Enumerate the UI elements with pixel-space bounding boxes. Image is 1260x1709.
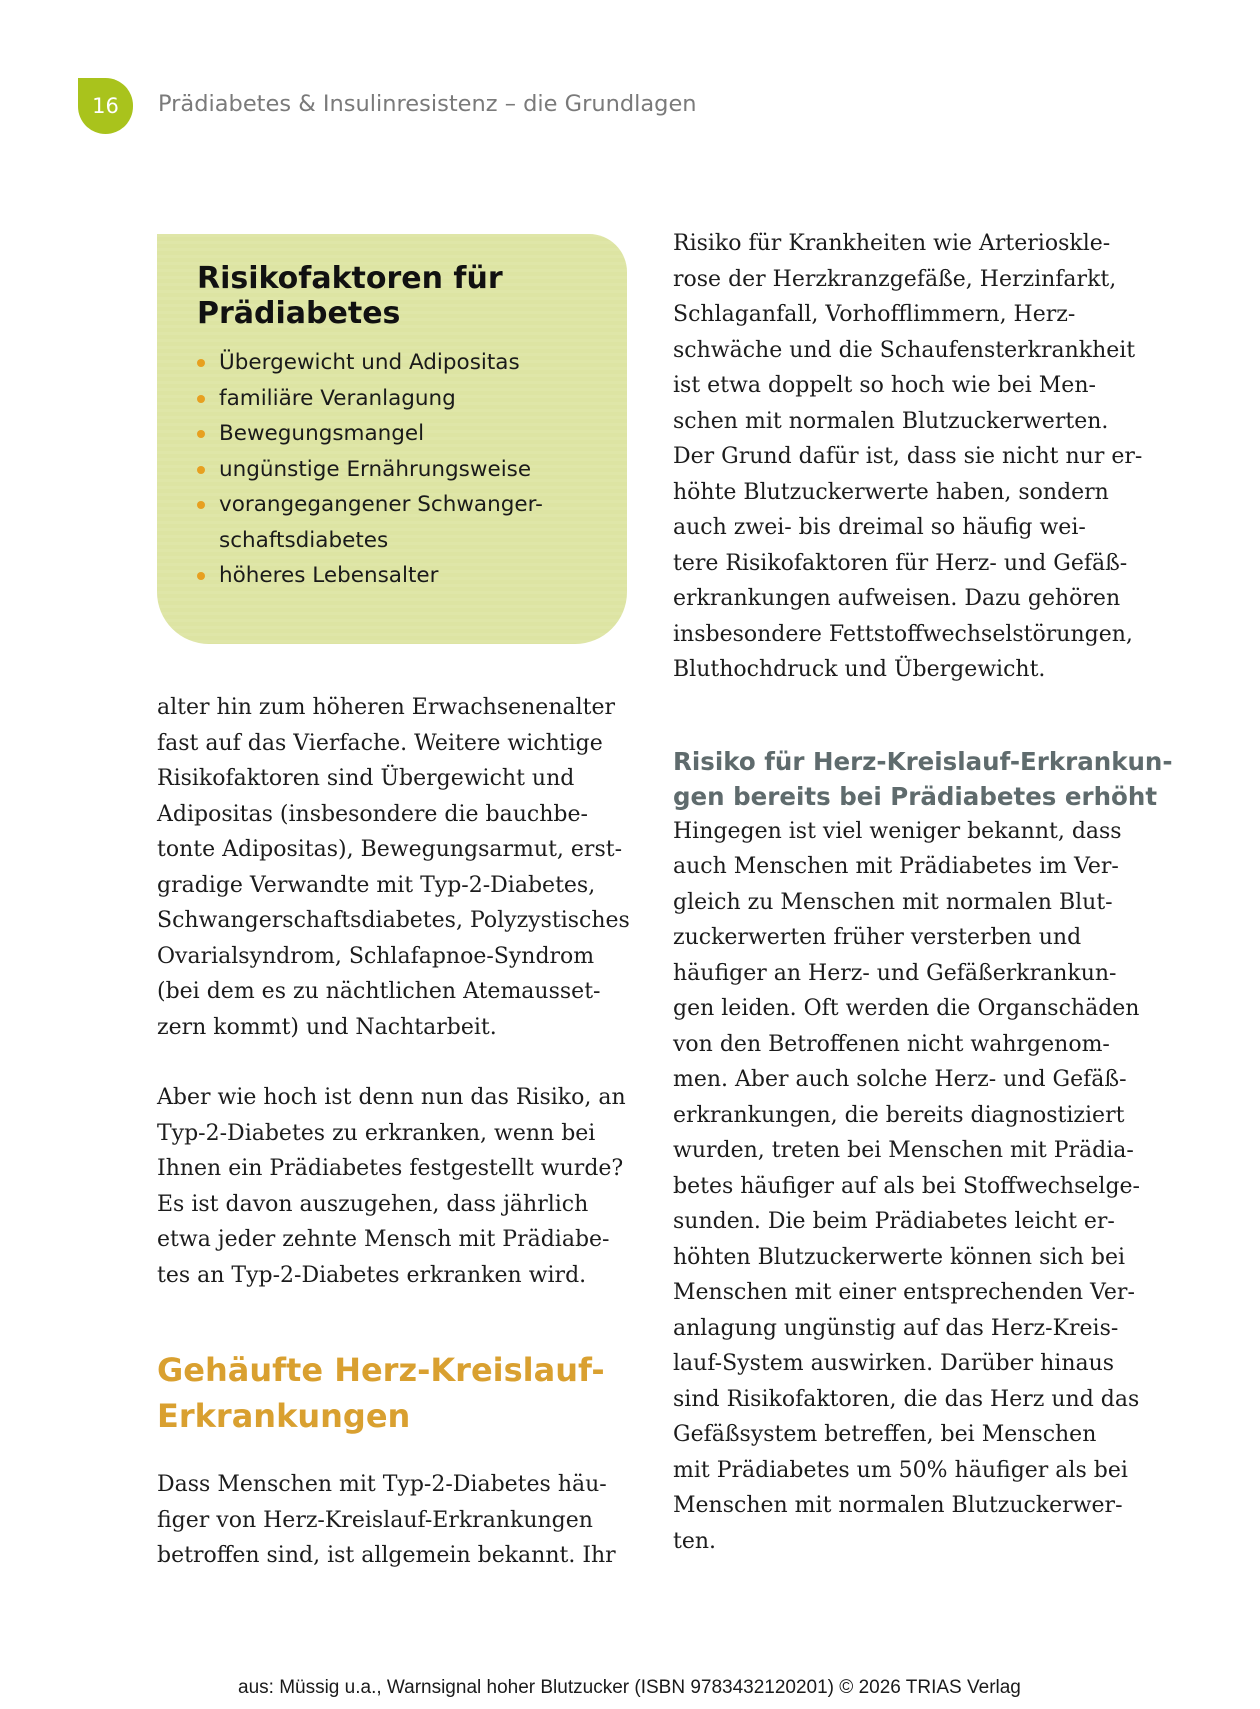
list-item-text: ungünstige Ernährungsweise: [219, 456, 532, 482]
callout-title-line: Prädiabetes: [197, 296, 401, 331]
list-item: [197, 558, 607, 594]
text-line: tere Risikofaktoren für Herz- und Gefäß-: [673, 550, 1128, 576]
list-item-text: Bewegungsmangel: [219, 421, 425, 446]
text-line: (bei dem es zu nächtlichen Atemausset-: [157, 979, 601, 1004]
text-line: wurden, treten bei Menschen mit Prädia-: [673, 1138, 1134, 1163]
text-line: sind Risikofaktoren, die das Herz und das: [673, 1386, 1140, 1412]
text-line: zuckerwerten früher versterben und: [673, 925, 1082, 950]
text-line: Gefäßsystem betreffen, bei Menschen: [673, 1422, 1097, 1447]
text-line: von den Betroffenen nicht wahrgenom-: [673, 1031, 1110, 1057]
text-line: Menschen mit normalen Blutzuckerwer-: [673, 1493, 1123, 1518]
list-item-text: schaftsdiabetes: [219, 527, 389, 553]
right-column: [673, 226, 1173, 1559]
text-line: Adipositas (insbesondere die bauchbe-: [157, 801, 588, 827]
text-line: alter hin zum höheren Erwachsenenalter: [157, 695, 616, 720]
callout-title-line: Risikofaktoren für: [197, 261, 503, 296]
text-line: Risiko für Krankheiten wie Arteriosklе-: [673, 231, 1111, 256]
callout-title: [197, 261, 607, 331]
text-line: höhte Blutzuckerwerte haben, sondern: [673, 479, 1109, 505]
text-line: men. Aber auch solche Herz- und Gefäß-: [673, 1067, 1127, 1092]
text-line: Schlaganfall, Vorhofflimmern, Herz-: [673, 302, 1076, 327]
subsection-heading: [673, 744, 1173, 814]
text-line: Risikofaktoren sind Übergewicht und: [157, 766, 575, 791]
list-item: [197, 487, 607, 558]
text-line: schen mit normalen Blutzuckerwerten.: [673, 408, 1109, 434]
text-line: häufiger an Herz- und Gefäßerkrankun-: [673, 960, 1117, 986]
text-line: schwäche und die Schaufensterkrankheit: [673, 337, 1136, 363]
text-line: erkrankungen, die bereits diagnostiziert: [673, 1102, 1125, 1128]
bullet-icon: [197, 395, 205, 403]
bullet-icon: [197, 359, 205, 367]
list-item-text: Übergewicht und Adipositas: [219, 350, 520, 375]
risk-factors-callout: [157, 234, 627, 644]
text-line: auch Menschen mit Prädiabetes im Ver-: [673, 854, 1119, 879]
paragraph-cardio-intro: [157, 1467, 637, 1574]
text-line: betes häufiger auf als bei Stoffwechselge-: [673, 1173, 1140, 1199]
section-heading: [157, 1347, 637, 1439]
text-line: insbesondere Fettstoffwechselstörungen,: [673, 621, 1133, 647]
text-line: gleich zu Menschen mit normalen Blut-: [673, 889, 1113, 915]
text-line: auch zwei- bis dreimal so häufig wei-: [673, 515, 1086, 540]
list-item: [197, 345, 607, 381]
bullet-icon: [197, 501, 205, 509]
heading-line: Gehäufte Herz-Kreislauf-: [157, 1351, 605, 1389]
text-line: zern kommt) und Nachtarbeit.: [157, 1014, 497, 1040]
text-line: Ovarialsyndrom, Schlafapnoe-Syndrom: [157, 943, 595, 969]
text-line: Schwangerschaftsdiabetes, Polyzystisches: [157, 908, 630, 933]
text-line: rose der Herzkranzgefäße, Herzinfarkt,: [673, 266, 1117, 292]
text-line: Ihnen ein Prädiabetes festgestellt wurde?: [157, 1156, 624, 1181]
text-line: Aber wie hoch ist denn nun das Risiko, an: [157, 1085, 626, 1110]
list-item-text: höheres Lebensalter: [219, 563, 439, 588]
paragraph-cardio-risk: [673, 226, 1153, 688]
list-item-text: familiäre Veranlagung: [219, 385, 456, 411]
page-number: 16: [92, 94, 119, 118]
left-column: [157, 690, 637, 1574]
paragraph-risk-question: [157, 1080, 637, 1293]
text-line: gradige Verwandte mit Typ-2-Diabetes,: [157, 872, 596, 898]
text-line: etwa jeder zehnte Mensch mit Prädiabe-: [157, 1227, 610, 1252]
text-line: tes an Typ-2-Diabetes erkranken wird.: [157, 1262, 587, 1288]
text-line: Menschen mit einer entsprechenden Ver-: [673, 1280, 1135, 1305]
text-line: anlagung ungünstig auf das Herz-Kreis-: [673, 1315, 1119, 1341]
text-line: Dass Menschen mit Typ-2-Diabetes häu-: [157, 1472, 607, 1497]
list-item: [197, 416, 607, 452]
running-head: Prädiabetes & Insulinresistenz – die Grundlagen: [158, 91, 697, 117]
text-line: Es ist davon auszugehen, dass jährlich: [157, 1191, 589, 1217]
text-line: lauf-System auswirken. Darüber hinaus: [673, 1351, 1115, 1376]
text-line: ten.: [673, 1528, 717, 1554]
text-line: ist etwa doppelt so hoch wie bei Men-: [673, 373, 1096, 398]
heading-line: Risiko für Herz-Kreislauf-Erkrankun-: [673, 746, 1173, 776]
citation-footer: aus: Müssig u.a., Warnsignal hoher Blutzucker (ISBN 9783432120201) © 2026 TRIAS Verlag: [238, 1677, 1021, 1698]
bullet-icon: [197, 430, 205, 438]
list-item: [197, 381, 607, 417]
text-line: sunden. Die beim Prädiabetes leicht er-: [673, 1209, 1115, 1234]
list-item: [197, 452, 607, 488]
text-line: höhten Blutzuckerwerte können sich bei: [673, 1244, 1126, 1270]
risk-factor-list: [197, 345, 607, 594]
text-line: figer von Herz-Kreislauf-Erkrankungen: [157, 1507, 593, 1533]
text-line: betroffen sind, ist allgemein bekannt. Ihr: [157, 1543, 616, 1568]
paragraph-prediabetes-cardio: [673, 814, 1153, 1560]
text-line: mit Prädiabetes um 50% häufiger als bei: [673, 1457, 1128, 1483]
text-line: Hingegen ist viel weniger bekannt, dass: [673, 818, 1122, 844]
text-line: Typ-2-Diabetes zu erkranken, wenn bei: [157, 1120, 596, 1146]
text-line: Der Grund dafür ist, dass sie nicht nur er-: [673, 444, 1143, 469]
text-line: erkrankungen aufweisen. Dazu gehören: [673, 586, 1121, 611]
list-item-text: vorangegangener Schwanger-: [219, 492, 543, 517]
paragraph-risk-factors: [157, 690, 637, 1045]
heading-line: Erkrankungen: [157, 1397, 411, 1435]
bullet-icon: [197, 466, 205, 474]
text-line: tonte Adipositas), Bewegungsarmut, erst-: [157, 837, 623, 862]
bullet-icon: [197, 572, 205, 580]
page-number-badge: [78, 78, 133, 134]
text-line: fast auf das Vierfache. Weitere wichtige: [157, 730, 603, 756]
heading-line: gen bereits bei Prädiabetes erhöht: [673, 781, 1158, 811]
text-line: gen leiden. Oft werden die Organschäden: [673, 996, 1140, 1021]
text-line: Bluthochdruck und Übergewicht.: [673, 657, 1046, 682]
